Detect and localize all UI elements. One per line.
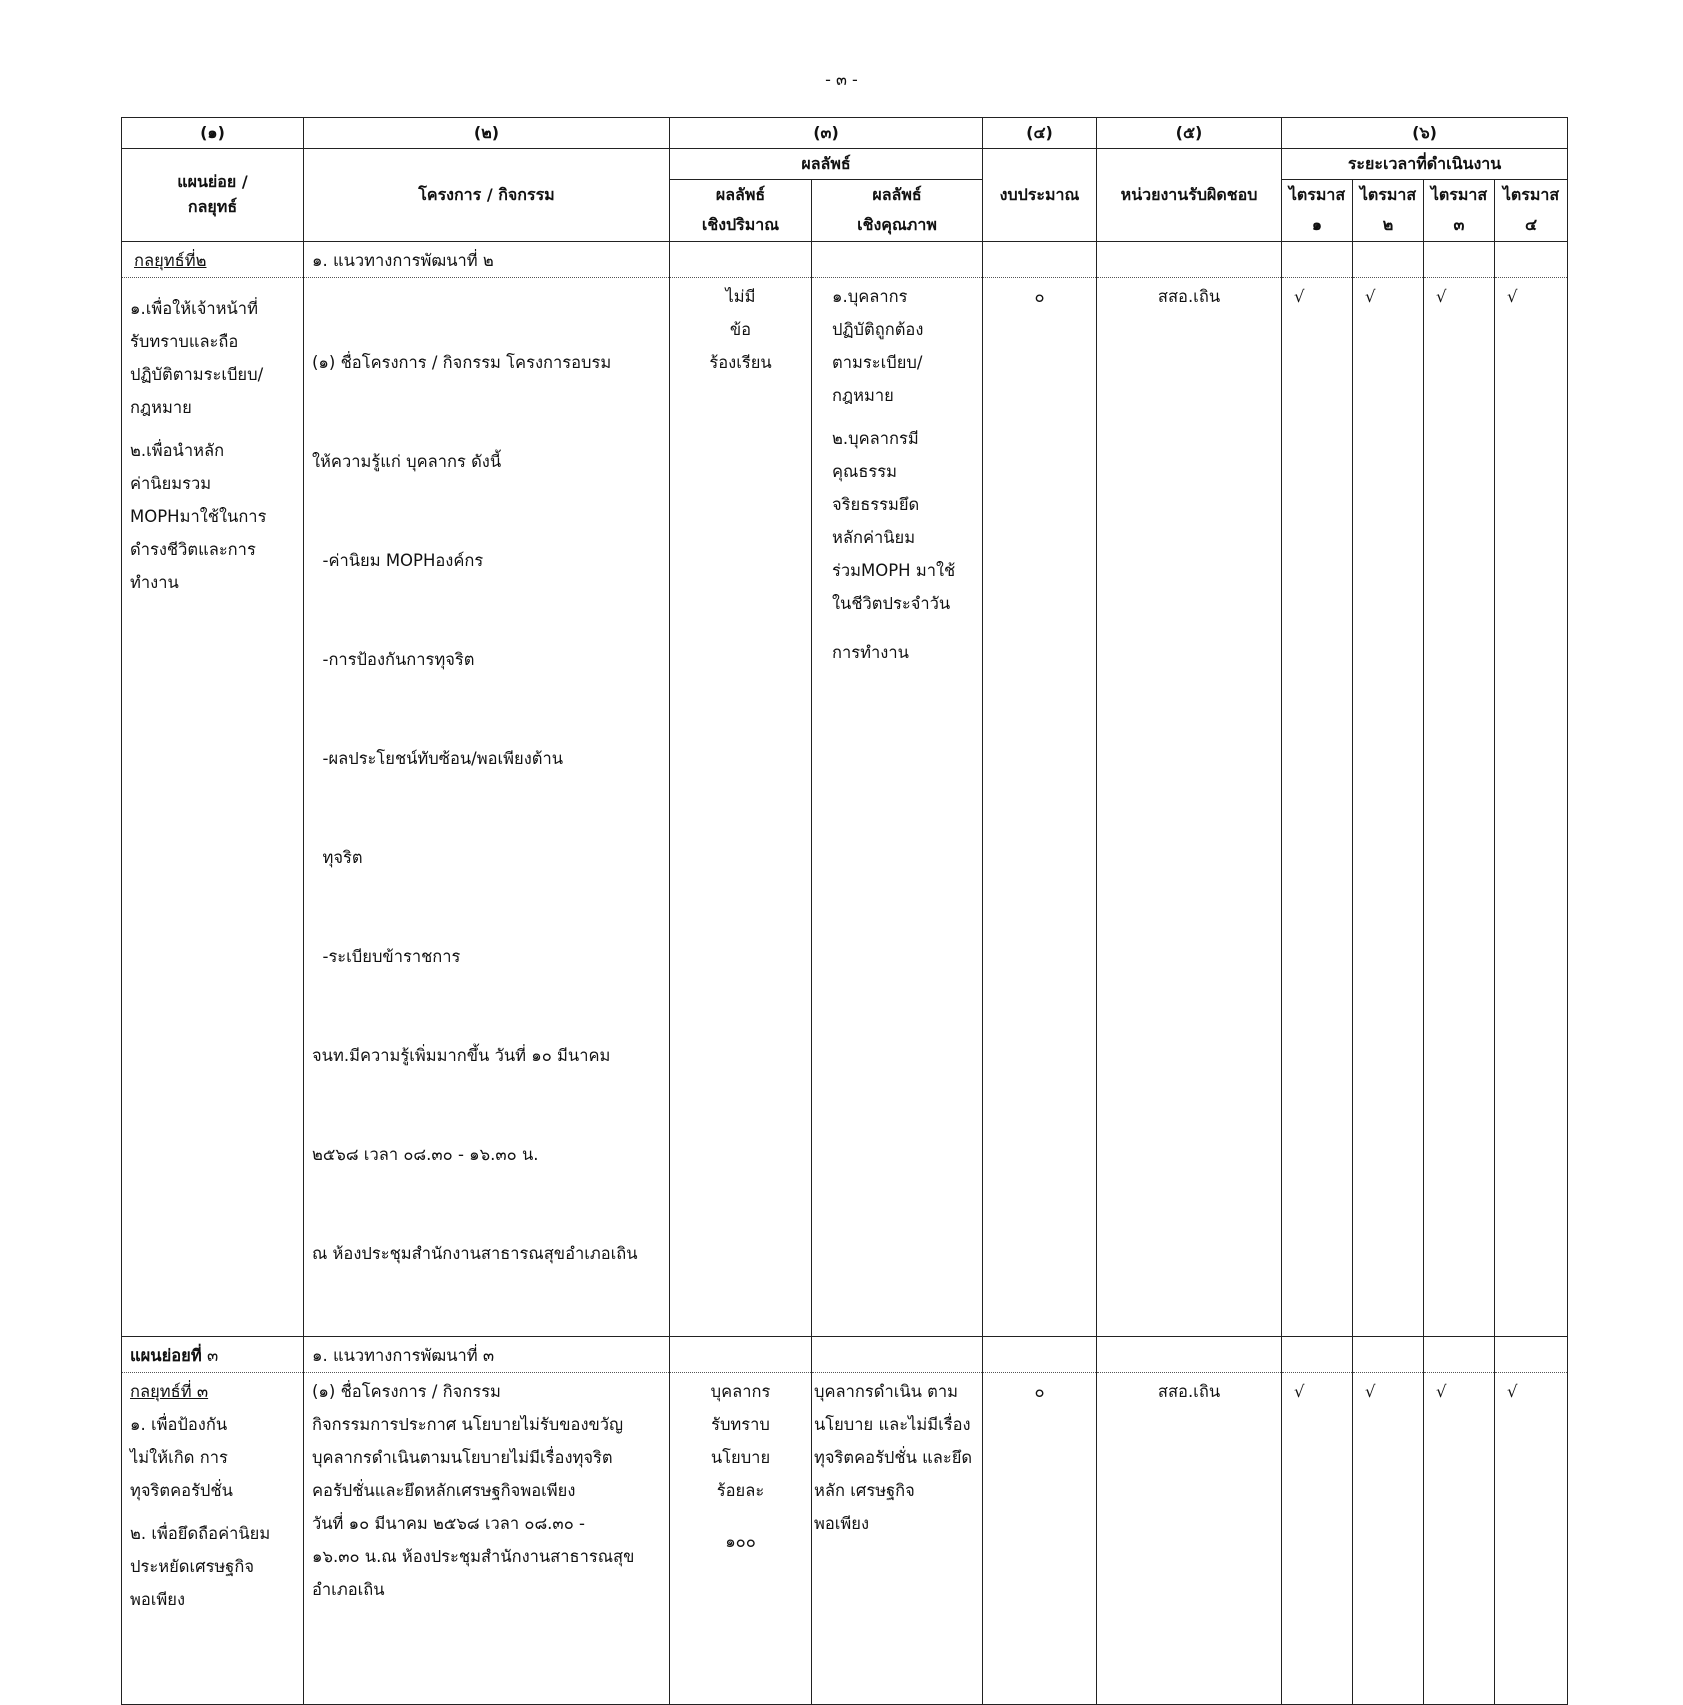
section2-objective-1-line: ไม่ให้เกิด การ	[130, 1448, 228, 1467]
section1-guideline-row	[122, 242, 1568, 278]
section2-objective-1-line: ๑. เพื่อป้องกัน	[130, 1415, 228, 1434]
section2-q4-check-icon: √	[1507, 1382, 1518, 1401]
section2-q1-check-icon: √	[1294, 1382, 1305, 1401]
section1-quality	[812, 278, 982, 669]
section2-quality-line: นโยบาย และไม่มีเรื่อง	[814, 1415, 971, 1434]
section1-quality-line: ๑.บุคลากร	[832, 287, 908, 306]
section1-objective-1-line: ปฏิบัติตามระเบียบ/	[130, 365, 264, 384]
budget-header: งบประมาณ	[983, 149, 1097, 242]
section1-quality-line: หลักค่านิยม	[832, 528, 916, 547]
section2-quality-line: พอเพียง	[814, 1514, 870, 1533]
section2-project-line: (๑) ชื่อโครงการ / กิจกรรม	[312, 1382, 501, 1401]
section2-quality-line: ทุจริตคอรัปชั่น และยึด	[814, 1448, 973, 1467]
section1-project-line: จนท.มีความรู้เพิ่มมากขึ้น วันที่ ๑๐ มีนาคม	[312, 1046, 611, 1065]
section1-project-line: -ระเบียบข้าราชการ	[312, 947, 461, 966]
col-number-1: (๑)	[122, 118, 304, 149]
section2-project-line: วันที่ ๑๐ มีนาคม ๒๕๖๘ เวลา ๐๘.๓๐ -	[312, 1514, 585, 1533]
quarter-4-header: ไตรมาส	[1495, 180, 1568, 211]
quarter-1-header: ไตรมาส	[1282, 180, 1353, 211]
outcome-header: ผลลัพธ์	[670, 149, 983, 180]
section1-quality-line: ตามระเบียบ/	[832, 353, 923, 372]
section1-quantity-line: ข้อ	[729, 320, 752, 339]
quantity-header-1: ผลลัพธ์	[670, 180, 812, 211]
section1-quality-line: จริยธรรมยึด	[832, 495, 920, 514]
section1-objective-2-line: ทำงาน	[130, 573, 179, 592]
section2-quantity	[670, 1373, 811, 1558]
section2-quantity-line: บุคลากร	[710, 1382, 771, 1401]
section1-guideline: ๑. แนวทางการพัฒนาที่ ๒	[312, 251, 494, 270]
section1-quality-line: คุณธรรม	[832, 462, 898, 481]
section2-subplan-title: แผนย่อยที่	[130, 1346, 202, 1365]
section2-guideline: ๑. แนวทางการพัฒนาที่ ๓	[312, 1346, 495, 1365]
section1-q3-check-icon: √	[1436, 287, 1447, 306]
section1-quality-line: ปฏิบัติถูกต้อง	[832, 320, 924, 339]
section2-quantity-value: ๑๐๐	[725, 1532, 756, 1551]
quarter-1-number: ๑	[1282, 211, 1353, 242]
section1-quality-line: กฎหมาย	[832, 386, 894, 405]
section2-project-line: อำเภอเถิน	[312, 1580, 385, 1599]
section2-quality	[812, 1373, 982, 1540]
section1-project-line: -การป้องกันการทุจริต	[312, 650, 475, 669]
section1-objectives	[122, 278, 303, 599]
section2-objective-1-line: ทุจริตคอรัปชั่น	[130, 1481, 233, 1500]
quantity-header-2: เชิงปริมาณ	[670, 211, 812, 242]
section2-agency: สสอ.เถิน	[1157, 1382, 1221, 1401]
project-header: โครงการ / กิจกรรม	[304, 149, 670, 242]
section2-quantity-line: ร้อยละ	[716, 1481, 765, 1500]
agency-header: หน่วยงานรับผิดชอบ	[1097, 149, 1282, 242]
section1-project	[304, 278, 669, 1336]
quarter-3-number: ๓	[1424, 211, 1495, 242]
section1-objective-2-line: MOPHมาใช้ในการ	[130, 507, 267, 526]
section1-project-line: ณ ห้องประชุมสำนักงานสาธารณสุขอำเภอเถิน	[312, 1244, 638, 1263]
subplan-strategy-header	[122, 149, 304, 242]
section1-quality-line: ๒.บุคลากรมี	[832, 429, 919, 448]
strategy-header: กลยุทธ์	[187, 197, 238, 216]
quarter-3-header: ไตรมาส	[1424, 180, 1495, 211]
section2-q3-check-icon: √	[1436, 1382, 1447, 1401]
section2-project	[304, 1373, 669, 1606]
section1-project-line: -ผลประโยชน์ทับซ้อน/พอเพียงต้าน	[312, 749, 564, 768]
section2-q2-check-icon: √	[1365, 1382, 1376, 1401]
col-number-5: (๕)	[1097, 118, 1282, 149]
section2-subplan-num: ๓	[206, 1346, 219, 1365]
section1-objective-2-line: ดำรงชีวิตและการ	[130, 540, 256, 559]
section1-objective-1-line: รับทราบและถือ	[130, 332, 239, 351]
col-number-4: (๔)	[983, 118, 1097, 149]
section2-project-line: คอรัปชั่นและยึดหลักเศรษฐกิจพอเพียง	[312, 1481, 576, 1500]
quarter-2-number: ๒	[1353, 211, 1424, 242]
section2-quantity-line: นโยบาย	[710, 1448, 771, 1467]
section2-project-line: ๑๖.๓๐ น.ณ ห้องประชุมสำนักงานสาธารณสุข	[312, 1547, 635, 1566]
section1-body-row	[122, 278, 1568, 1337]
section2-objectives	[122, 1373, 303, 1616]
col-number-6: (๖)	[1282, 118, 1568, 149]
section2-quality-line: หลัก เศรษฐกิจ	[814, 1481, 915, 1500]
section2-objective-2-line: ๒. เพื่อยึดถือค่านิยม	[130, 1524, 271, 1543]
section1-project-line: ให้ความรู้แก่ บุคลากร ดังนี้	[312, 452, 502, 471]
section1-q2-check-icon: √	[1365, 287, 1376, 306]
quarter-4-number: ๔	[1495, 211, 1568, 242]
quality-header-2: เชิงคุณภาพ	[812, 211, 983, 242]
section1-q4-check-icon: √	[1507, 287, 1518, 306]
section1-objective-2-line: ค่านิยมรวม	[130, 474, 212, 493]
section1-q1-check-icon: √	[1294, 287, 1305, 306]
section1-quantity-line: ร้องเรียน	[709, 353, 772, 372]
section2-project-line: กิจกรรมการประกาศ นโยบายไม่รับของขวัญ	[312, 1415, 624, 1434]
section1-objective-2-line: ๒.เพื่อนำหลัก	[130, 441, 225, 460]
section1-quantity-line: ไม่มี	[725, 287, 756, 306]
page-number: - ๓ -	[825, 70, 858, 89]
plan-table	[121, 117, 1568, 1705]
section1-project-line: ๒๕๖๘ เวลา ๐๘.๓๐ - ๑๖.๓๐ น.	[312, 1145, 539, 1164]
section2-quality-line: บุคลากรดำเนิน ตาม	[814, 1382, 959, 1401]
section1-quality-line: ร่วมMOPH มาใช้	[832, 561, 956, 580]
section1-project-line: (๑) ชื่อโครงการ / กิจกรรม โครงการอบรม	[312, 353, 612, 372]
subplan-header: แผนย่อย /	[177, 172, 248, 191]
section2-strategy-title: กลยุทธ์ที่ ๓	[130, 1382, 209, 1401]
header-row-1	[122, 149, 1568, 180]
column-number-row	[122, 118, 1568, 149]
col-number-2: (๒)	[304, 118, 670, 149]
quarter-2-header: ไตรมาส	[1353, 180, 1424, 211]
section1-quantity	[670, 278, 811, 379]
section1-project-line: ทุจริต	[312, 848, 363, 867]
section1-agency: สสอ.เถิน	[1157, 287, 1221, 306]
section1-project-line: -ค่านิยม MOPHองค์กร	[312, 551, 484, 570]
section2-quantity-line: รับทราบ	[711, 1415, 770, 1434]
section1-strategy-title: กลยุทธ์ที่๒	[134, 251, 207, 270]
section1-quality-line: การทำงาน	[832, 643, 909, 662]
section1-quality-line: ในชีวิตประจำวัน	[832, 594, 951, 613]
section2-guideline-row	[122, 1337, 1568, 1373]
section1-objective-1-line: กฎหมาย	[130, 398, 192, 417]
section1-objective-1-line: ๑.เพื่อให้เจ้าหน้าที่	[130, 299, 258, 318]
period-header: ระยะเวลาที่ดำเนินงาน	[1282, 149, 1568, 180]
section2-budget: ๐	[1034, 1382, 1045, 1401]
section2-project-line: บุคลากรดำเนินตามนโยบายไม่มีเรื่องทุจริต	[312, 1448, 613, 1467]
section1-budget: ๐	[1034, 287, 1045, 306]
section2-objective-2-line: พอเพียง	[130, 1590, 186, 1609]
col-number-3: (๓)	[670, 118, 983, 149]
quality-header-1: ผลลัพธ์	[812, 180, 983, 211]
section2-body-row	[122, 1373, 1568, 1705]
section2-objective-2-line: ประหยัดเศรษฐกิจ	[130, 1557, 255, 1576]
